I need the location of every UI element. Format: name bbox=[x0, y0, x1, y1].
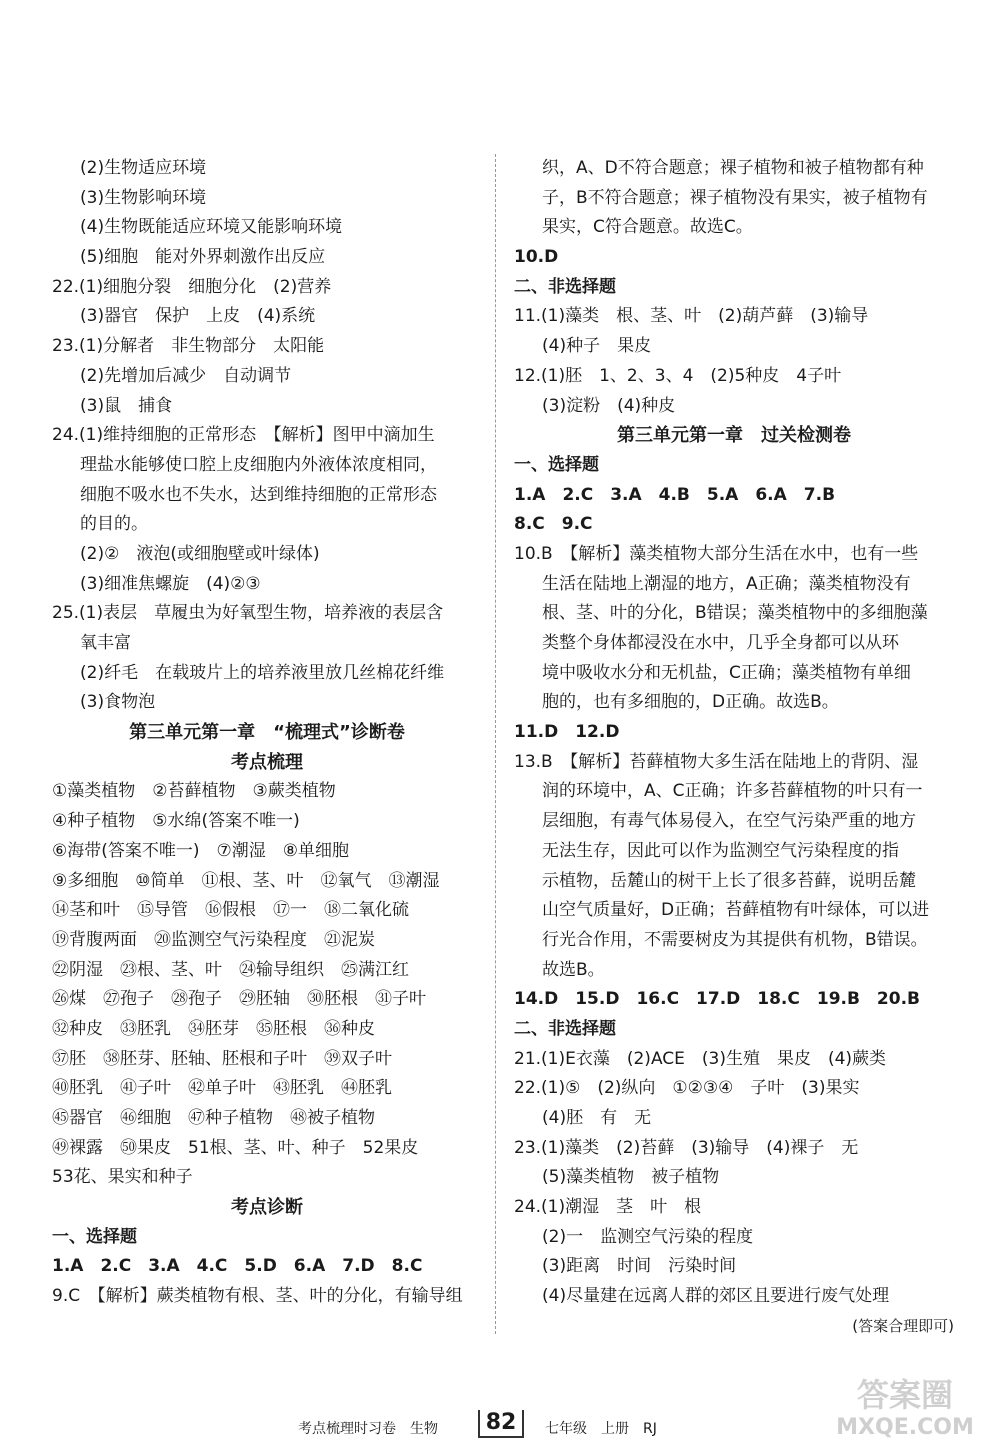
text-line: 二、非选择题 bbox=[514, 1018, 616, 1039]
text-line: 润的环境中，A、C正确；许多苔藓植物的叶只有一 bbox=[542, 781, 923, 802]
page-number: 82 bbox=[478, 1410, 524, 1438]
text-line: 22.(1)⑤ (2)纵向 ①②③④ 子叶 (3)果实 bbox=[514, 1078, 860, 1099]
watermark-logo bbox=[820, 1370, 990, 1440]
text-line: 8.C 9.C bbox=[514, 514, 593, 535]
text-line: 1.A 2.C 3.A 4.C 5.D 6.A 7.D 8.C bbox=[52, 1256, 423, 1277]
text-line: (2)生物适应环境 bbox=[80, 158, 207, 178]
text-line: ⑥海带(答案不唯一) ⑦潮湿 ⑧单细胞 bbox=[52, 840, 349, 861]
text-line: (3)淀粉 (4)种皮 bbox=[542, 395, 676, 416]
text-line: ㊵胚乳 ㊶子叶 ㊷单子叶 ㊸胚乳 ㊹胚乳 bbox=[52, 1078, 392, 1099]
text-line: 11.D 12.D bbox=[514, 722, 620, 743]
text-line: 第三单元第一章 “梳理式”诊断卷 bbox=[129, 722, 405, 744]
text-line: ㉖煤 ㉗孢子 ㉘孢子 ㉙胚轴 ㉚胚根 ㉛子叶 bbox=[52, 989, 426, 1010]
text-line: 一、选择题 bbox=[52, 1226, 137, 1247]
text-line: 12.(1)胚 1、2、3、4 (2)5种皮 4子叶 bbox=[514, 365, 842, 386]
text-line: 23.(1)藻类 (2)苔藓 (3)输导 (4)裸子 无 bbox=[514, 1137, 859, 1158]
text-line: 1.A 2.C 3.A 4.B 5.A 6.A 7.B bbox=[514, 484, 836, 505]
text-line: (3)鼠 捕食 bbox=[80, 395, 173, 416]
text-line: 9.C 【解析】蕨类植物有根、茎、叶的分化，有输导组 bbox=[52, 1286, 463, 1307]
text-line: (2)纤毛 在载玻片上的培养液里放几丝棉花纤维 bbox=[80, 662, 445, 683]
text-line: 一、选择题 bbox=[514, 454, 599, 475]
text-line: 10.D bbox=[514, 247, 559, 268]
text-line: (2)② 液泡(或细胞壁或叶绿体) bbox=[80, 543, 320, 564]
text-line: (2)先增加后减少 自动调节 bbox=[80, 365, 292, 386]
text-line: 53花、果实和种子 bbox=[52, 1167, 193, 1188]
text-line: (4)种子 果皮 bbox=[542, 336, 652, 357]
text-line: 二、非选择题 bbox=[514, 276, 616, 297]
text-line: 细胞不吸水也不失水，达到维持细胞的正常形态 bbox=[80, 484, 437, 505]
text-line: ㉜种皮 ㉝胚乳 ㉞胚芽 ㉟胚根 ㊱种皮 bbox=[52, 1018, 375, 1039]
text-line: 的目的。 bbox=[80, 514, 148, 535]
text-line: 境中吸收水分和无机盐，C正确；藻类植物有单细 bbox=[542, 662, 911, 683]
watermark-en: MXQE.COM bbox=[836, 1415, 974, 1440]
text-line: ①藻类植物 ②苔藓植物 ③蕨类植物 bbox=[52, 781, 336, 802]
left-column bbox=[52, 154, 482, 1312]
text-line: 考点梳理 bbox=[231, 751, 303, 773]
text-line: 21.(1)E衣藻 (2)ACE (3)生殖 果皮 (4)蕨类 bbox=[514, 1048, 887, 1069]
text-line: ④种子植物 ⑤水绵(答案不唯一) bbox=[52, 811, 300, 832]
text-line: 子，B不符合题意；裸子植物没有果实，被子植物有 bbox=[542, 187, 928, 208]
text-line: 13.B 【解析】苔藓植物大多生活在陆地上的背阴、湿 bbox=[514, 751, 919, 772]
text-line: 胞的，也有多细胞的，D正确。故选B。 bbox=[542, 692, 839, 713]
text-line: (2)一 监测空气污染的程度 bbox=[542, 1226, 754, 1247]
text-line: 11.(1)藻类 根、茎、叶 (2)葫芦藓 (3)输导 bbox=[514, 306, 869, 327]
text-line: 23.(1)分解者 非生物部分 太阳能 bbox=[52, 336, 325, 357]
text-line: 山空气质量好，D正确；苔藓植物有叶绿体，可以进 bbox=[542, 900, 930, 921]
text-line: 示植物，岳麓山的树干上长了很多苔藓，说明岳麓 bbox=[542, 870, 916, 891]
text-line: ㊲胚 ㊳胚芽、胚轴、胚根和子叶 ㊴双子叶 bbox=[52, 1048, 392, 1069]
text-line: 类整个身体都浸没在水中，几乎全身都可以从环 bbox=[542, 633, 899, 653]
text-line: ㊺器官 ㊻细胞 ㊼种子植物 ㊽被子植物 bbox=[52, 1108, 375, 1128]
text-line: ⑲背腹两面 ⑳监测空气污染程度 ㉑泥炭 bbox=[52, 929, 375, 950]
text-line: (3)生物影响环境 bbox=[80, 187, 207, 208]
footer-book-title: 考点梳理时习卷 生物 bbox=[298, 1421, 438, 1437]
text-line: 25.(1)表层 草履虫为好氧型生物，培养液的表层含 bbox=[52, 603, 444, 624]
footer-grade: 七年级 上册 RJ bbox=[545, 1421, 657, 1437]
text-line: 24.(1)维持细胞的正常形态 【解析】图甲中滴加生 bbox=[52, 425, 435, 446]
text-line: 行光合作用，不需要树皮为其提供有机物，B错误。 bbox=[542, 929, 928, 950]
text-line: (3)食物泡 bbox=[80, 692, 156, 713]
text-line: (答案合理即可) bbox=[852, 1316, 954, 1335]
text-line: 层细胞，有毒气体易侵入，在空气污染严重的地方 bbox=[542, 811, 916, 832]
text-line: (5)藻类植物 被子植物 bbox=[542, 1167, 720, 1188]
text-line: 根、茎、叶的分化，B错误；藻类植物中的多细胞藻 bbox=[542, 603, 928, 624]
text-line: (4)尽量建在远离人群的郊区且要进行废气处理 bbox=[542, 1286, 890, 1307]
text-line: 考点诊断 bbox=[231, 1197, 303, 1219]
text-line: (3)距离 时间 污染时间 bbox=[542, 1256, 737, 1277]
column-divider bbox=[495, 154, 497, 1334]
watermark-cn: 答案圈 bbox=[856, 1376, 954, 1414]
text-line: ㉒阴湿 ㉓根、茎、叶 ㉔输导组织 ㉕满江红 bbox=[52, 959, 409, 980]
text-line: (3)细准焦螺旋 (4)②③ bbox=[80, 573, 261, 594]
text-line: 果实，C符合题意。故选C。 bbox=[542, 217, 753, 238]
text-line: 生活在陆地上潮湿的地方，A正确；藻类植物没有 bbox=[542, 573, 911, 594]
text-line: 无法生存，因此可以作为监测空气污染程度的指 bbox=[542, 840, 899, 861]
text-line: (4)生物既能适应环境又能影响环境 bbox=[80, 217, 343, 238]
text-line: ⑭茎和叶 ⑮导管 ⑯假根 ⑰一 ⑱二氧化硫 bbox=[52, 900, 409, 921]
text-line: 理盐水能够使口腔上皮细胞内外液体浓度相同， bbox=[80, 454, 437, 475]
text-line: ㊾裸露 ㊿果皮 51根、茎、叶、种子 52果皮 bbox=[52, 1137, 419, 1158]
text-line: 故选B。 bbox=[542, 959, 605, 980]
text-line: (5)细胞 能对外界刺激作出反应 bbox=[80, 247, 326, 268]
text-line: 织，A、D不符合题意；裸子植物和被子植物都有种 bbox=[542, 158, 924, 178]
right-column bbox=[514, 154, 954, 1342]
text-line: 22.(1)细胞分裂 细胞分化 (2)营养 bbox=[52, 276, 332, 297]
text-line: ⑨多细胞 ⑩简单 ⑪根、茎、叶 ⑫氧气 ⑬潮湿 bbox=[52, 870, 440, 891]
text-line: 24.(1)潮湿 茎 叶 根 bbox=[514, 1197, 702, 1218]
text-line: (4)胚 有 无 bbox=[542, 1108, 652, 1128]
text-line: 14.D 15.D 16.C 17.D 18.C 19.B 20.B bbox=[514, 989, 921, 1010]
text-line: 第三单元第一章 过关检测卷 bbox=[617, 425, 851, 447]
text-line: 氧丰富 bbox=[80, 633, 131, 653]
text-line: 10.B 【解析】藻类植物大部分生活在水中，也有一些 bbox=[514, 543, 919, 564]
text-line: (3)器官 保护 上皮 (4)系统 bbox=[80, 306, 316, 327]
